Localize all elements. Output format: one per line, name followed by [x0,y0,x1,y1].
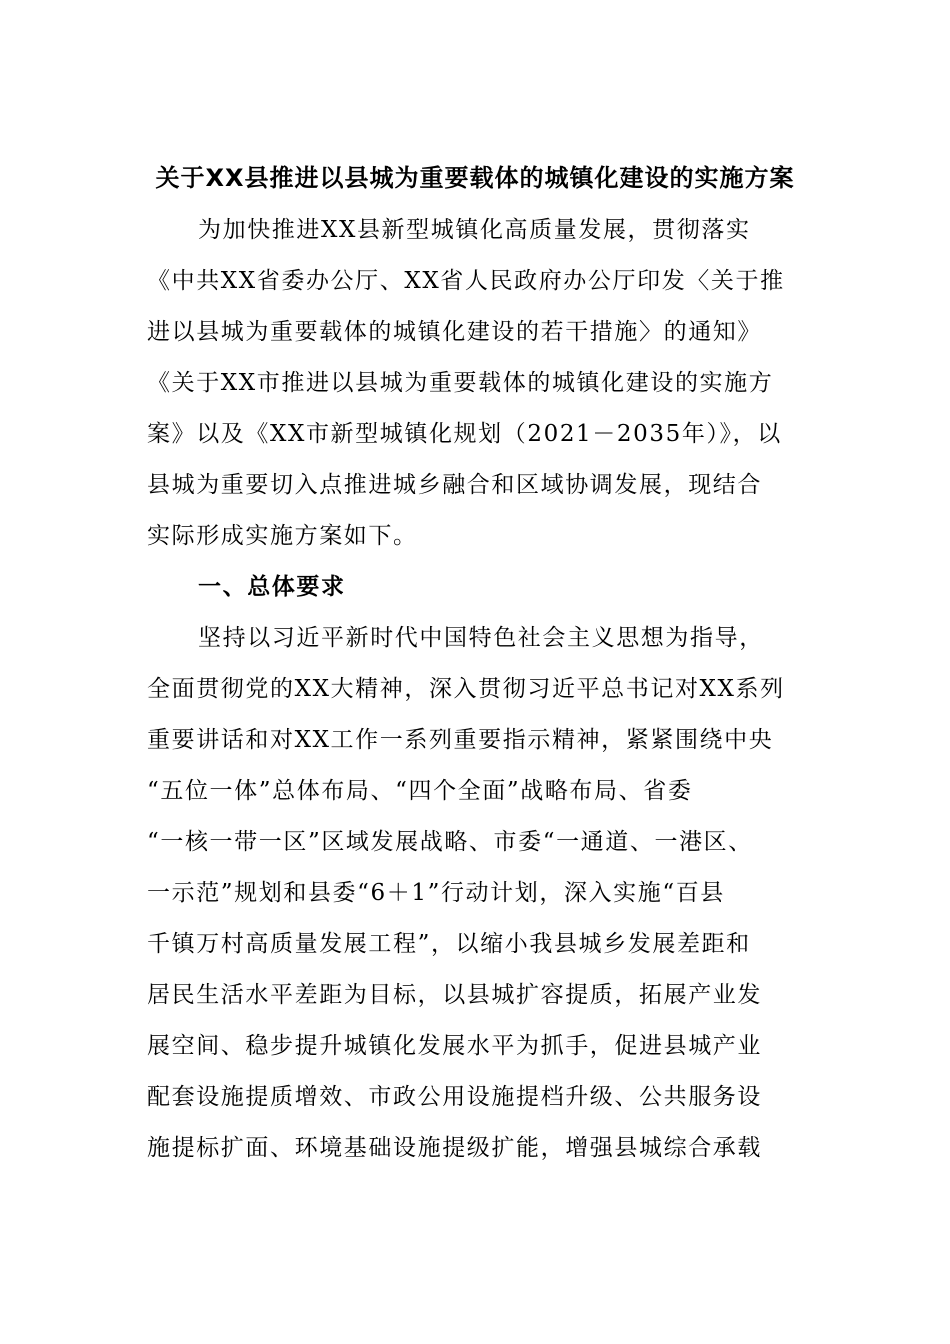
intro-paragraph-line: 案》以及《XX市新型城镇化规划（2021－2035年）》，以 [147,421,782,447]
document-body [147,205,807,1174]
section-paragraph-line: 展空间、稳步提升城镇化发展水平为抓手，促进县城产业 [147,1033,762,1059]
section-paragraph-line: “五位一体”总体布局、“四个全面”战略布局、省委 [147,778,693,804]
section-paragraph-line: 居民生活水平差距为目标，以县城扩容提质，拓展产业发 [147,982,762,1008]
intro-paragraph-line: 实际形成实施方案如下。 [147,523,418,549]
section-heading: 一、总体要求 [198,574,346,600]
intro-paragraph-line: 《中共XX省委办公厅、XX省人民政府办公厅印发〈关于推 [147,268,785,294]
section-paragraph-line: 全面贯彻党的XX大精神，深入贯彻习近平总书记对XX系列 [147,676,785,702]
intro-paragraph-line: 《关于XX市推进以县城为重要载体的城镇化建设的实施方 [147,370,774,396]
section-paragraph-line: 一示范”规划和县委“6＋1”行动计划，深入实施“百县 [147,880,725,906]
section-paragraph-line: “一核一带一区”区域发展战略、市委“一通道、一港区、 [147,829,753,855]
section-paragraph-line: 坚持以习近平新时代中国特色社会主义思想为指导， [198,625,764,651]
intro-paragraph-line: 县城为重要切入点推进城乡融合和区域协调发展，现结合 [147,472,762,498]
section-paragraph-line: 重要讲话和对XX工作一系列重要指示精神，紧紧围绕中央 [147,727,774,753]
intro-paragraph-line: 进以县城为重要载体的城镇化建设的若干措施〉的通知》 [147,319,762,345]
section-paragraph-line: 配套设施提质增效、市政公用设施提档升级、公共服务设 [147,1084,762,1110]
intro-paragraph-line: 为加快推进XX县新型城镇化高质量发展，贯彻落实 [198,217,751,243]
document-title: 关于XX县推进以县城为重要载体的城镇化建设的实施方案 [155,164,795,192]
section-paragraph-line: 施提标扩面、环境基础设施提级扩能，增强县城综合承载 [147,1135,762,1161]
section-paragraph-line: 千镇万村高质量发展工程”，以缩小我县城乡发展差距和 [147,931,751,957]
